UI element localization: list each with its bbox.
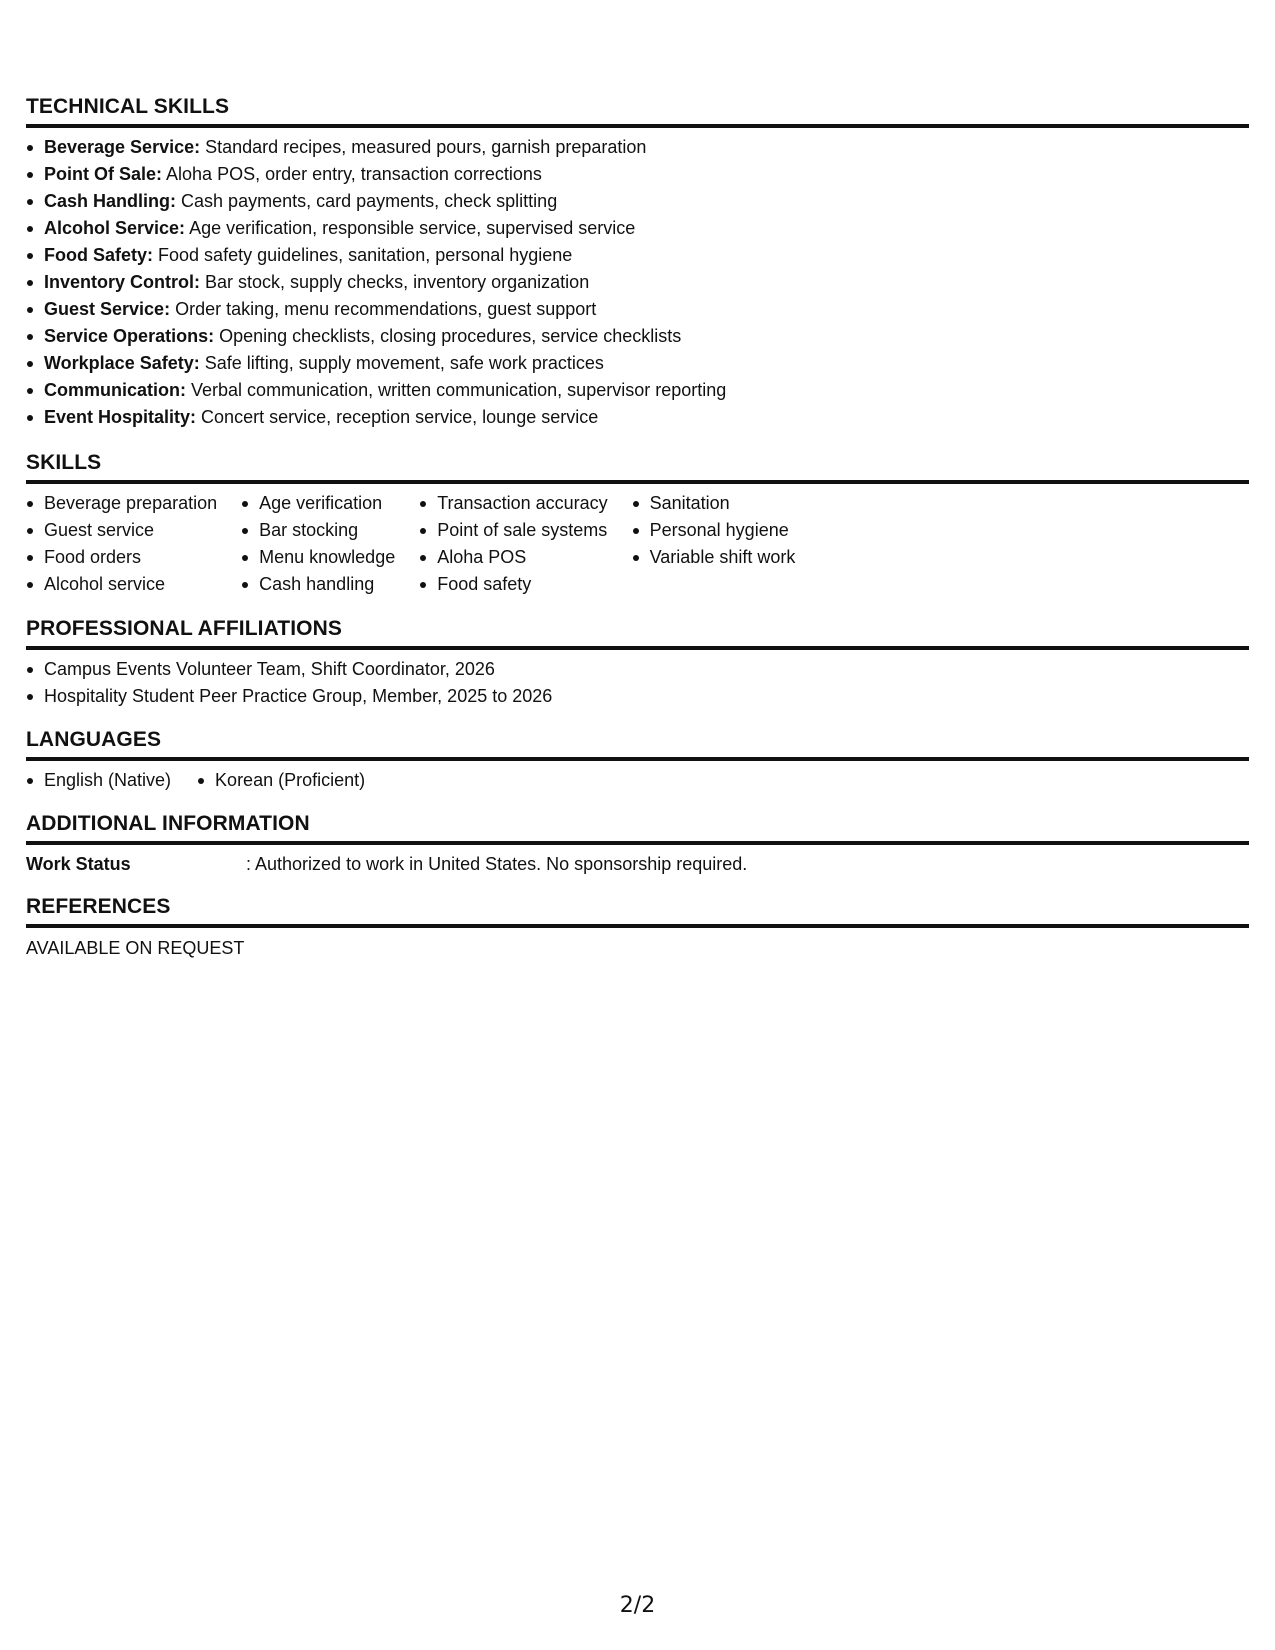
languages-section <box>26 728 1249 794</box>
skill-item: Beverage preparation <box>26 490 217 517</box>
affiliations-section <box>26 617 1249 710</box>
skill-item: Transaction accuracy <box>419 490 607 517</box>
work-status-label: Work Status <box>26 854 131 874</box>
technical-skill-item <box>26 404 1249 431</box>
technical-skill-label: Workplace Safety: <box>44 353 200 373</box>
technical-skill-text: Opening checklists, closing procedures, service checklists <box>219 326 682 346</box>
technical-skill-item <box>26 242 1249 269</box>
references-section <box>26 895 1249 962</box>
section-title-technical-skills: TECHNICAL SKILLS <box>26 95 1249 128</box>
technical-skill-text: Bar stock, supply checks, inventory organization <box>205 272 590 292</box>
additional-information-section <box>26 812 1249 878</box>
technical-skill-text: Aloha POS, order entry, transaction corrections <box>166 164 542 184</box>
skill-item: Alcohol service <box>26 571 217 598</box>
section-title-languages: LANGUAGES <box>26 728 1249 761</box>
technical-skill-label: Inventory Control: <box>44 272 200 292</box>
technical-skill-item <box>26 269 1249 296</box>
work-status-row <box>26 851 1249 878</box>
skill-item: Bar stocking <box>241 517 395 544</box>
section-title-references: REFERENCES <box>26 895 1249 928</box>
skill-item: Food safety <box>419 571 607 598</box>
languages-list <box>26 767 1249 794</box>
technical-skill-label: Service Operations: <box>44 326 215 346</box>
skill-item: Food orders <box>26 544 217 571</box>
technical-skill-text: Concert service, reception service, lounge service <box>201 407 599 427</box>
technical-skill-label: Communication: <box>44 380 186 400</box>
section-title-affiliations: PROFESSIONAL AFFILIATIONS <box>26 617 1249 650</box>
work-status-value: : Authorized to work in United States. No sponsorship required. <box>246 854 748 874</box>
references-text: AVAILABLE ON REQUEST <box>26 938 245 958</box>
language-item: English (Native) <box>26 767 171 794</box>
technical-skill-item <box>26 323 1249 350</box>
technical-skill-text: Food safety guidelines, sanitation, personal hygiene <box>158 245 573 265</box>
language-item: Korean (Proficient) <box>197 767 365 794</box>
skill-item: Menu knowledge <box>241 544 395 571</box>
skills-column <box>26 490 217 598</box>
technical-skill-text: Cash payments, card payments, check splitting <box>181 191 558 211</box>
skill-item: Personal hygiene <box>632 517 796 544</box>
technical-skill-item <box>26 296 1249 323</box>
technical-skill-item <box>26 377 1249 404</box>
technical-skill-item <box>26 188 1249 215</box>
technical-skill-label: Event Hospitality: <box>44 407 197 427</box>
technical-skill-label: Guest Service: <box>44 299 171 319</box>
technical-skill-label: Cash Handling: <box>44 191 177 211</box>
skill-item: Guest service <box>26 517 217 544</box>
affiliation-item: Hospitality Student Peer Practice Group, Member, 2025 to 2026 <box>26 683 1249 710</box>
skills-columns <box>26 490 1249 598</box>
technical-skill-text: Standard recipes, measured pours, garnish preparation <box>205 137 647 157</box>
technical-skill-text: Safe lifting, supply movement, safe work practices <box>204 353 604 373</box>
technical-skills-section <box>26 95 1249 431</box>
skills-column <box>241 490 395 598</box>
skills-section <box>26 451 1249 598</box>
affiliations-list <box>26 656 1249 710</box>
section-title-skills: SKILLS <box>26 451 1249 484</box>
skill-item: Cash handling <box>241 571 395 598</box>
skills-column <box>632 490 796 598</box>
page-number: 2/2 <box>619 1593 656 1618</box>
skill-item: Variable shift work <box>632 544 796 571</box>
affiliation-item: Campus Events Volunteer Team, Shift Coordinator, 2026 <box>26 656 1249 683</box>
technical-skill-label: Beverage Service: <box>44 137 201 157</box>
technical-skill-item <box>26 215 1249 242</box>
technical-skill-text: Age verification, responsible service, supervised service <box>189 218 636 238</box>
skill-item: Sanitation <box>632 490 796 517</box>
skills-column <box>419 490 607 598</box>
technical-skill-text: Order taking, menu recommendations, guest support <box>175 299 597 319</box>
technical-skill-item <box>26 350 1249 377</box>
skill-item: Aloha POS <box>419 544 607 571</box>
technical-skill-text: Verbal communication, written communication, supervisor reporting <box>191 380 727 400</box>
technical-skill-label: Point Of Sale: <box>44 164 163 184</box>
skill-item: Point of sale systems <box>419 517 607 544</box>
technical-skill-label: Food Safety: <box>44 245 154 265</box>
skill-item: Age verification <box>241 490 395 517</box>
technical-skill-item <box>26 134 1249 161</box>
section-title-additional-information: ADDITIONAL INFORMATION <box>26 812 1249 845</box>
technical-skill-label: Alcohol Service: <box>44 218 186 238</box>
technical-skill-item <box>26 161 1249 188</box>
technical-skills-list <box>26 134 1249 431</box>
